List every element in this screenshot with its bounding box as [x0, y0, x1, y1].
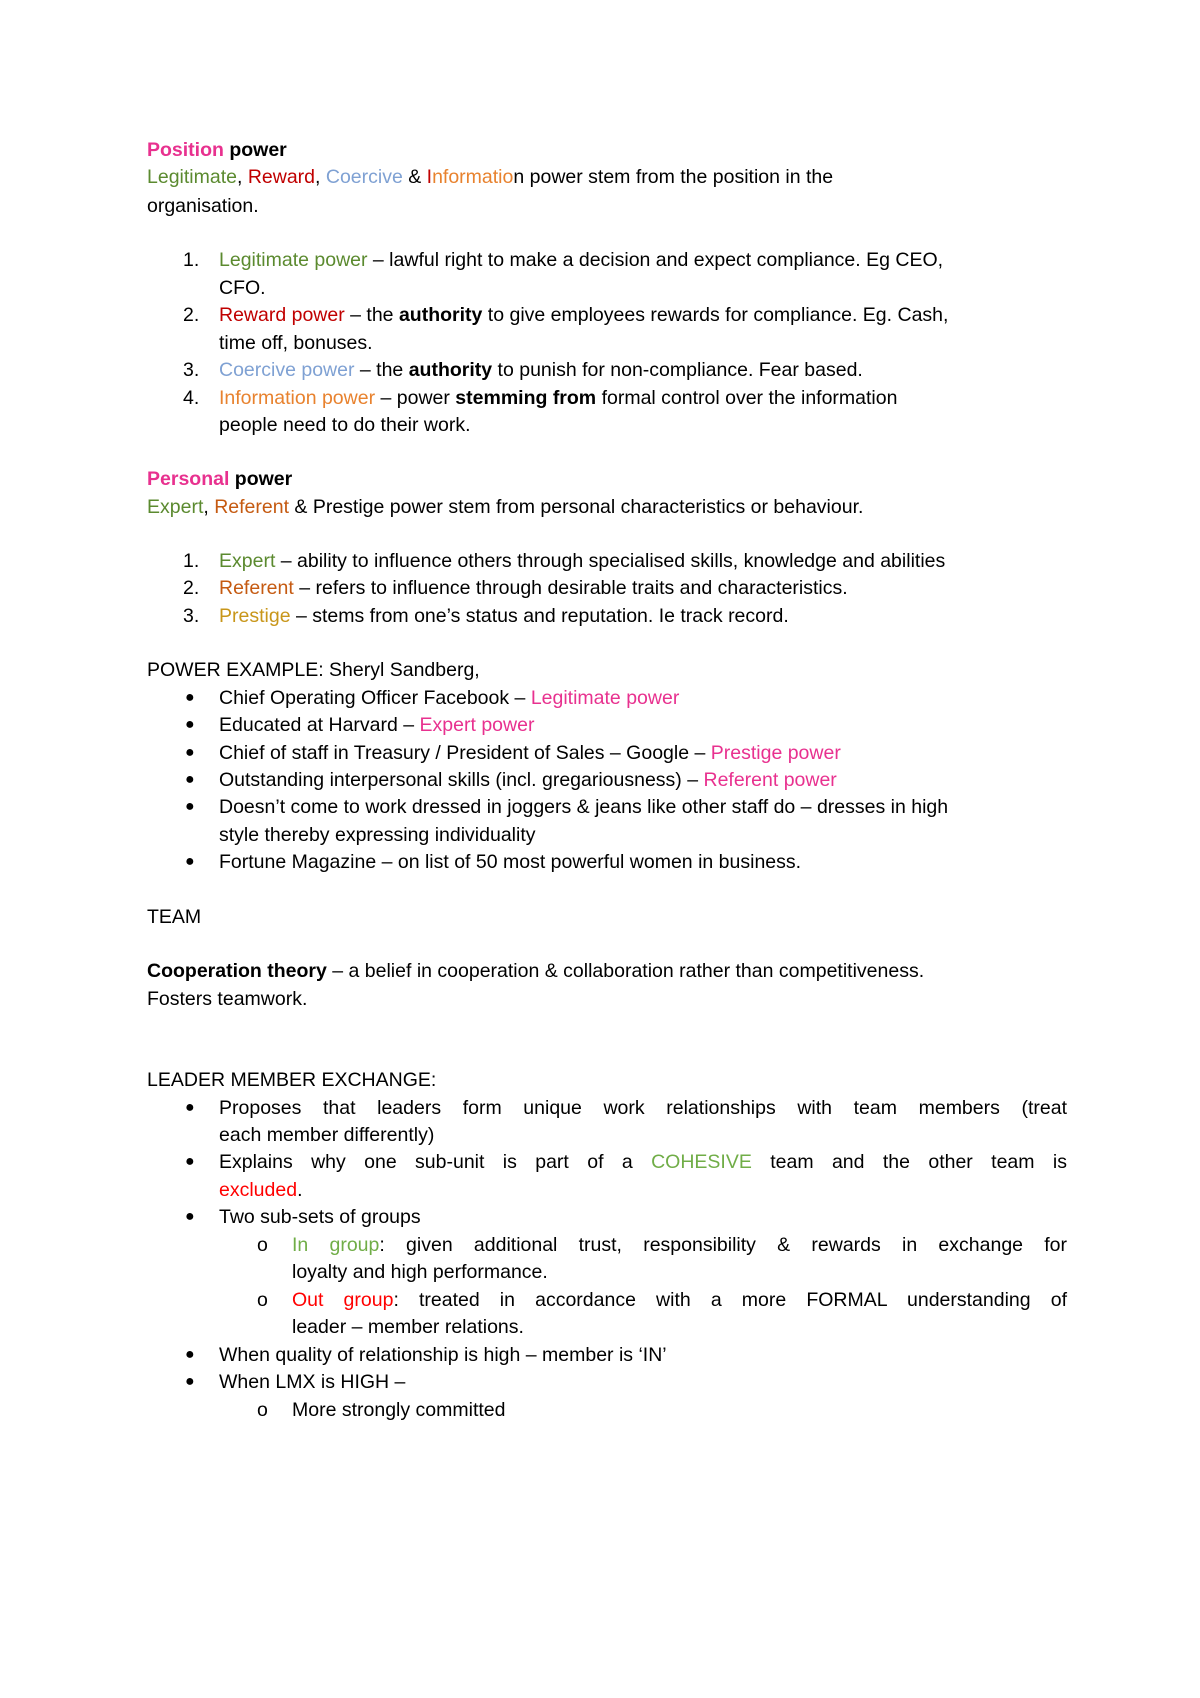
in-group-continuation: loyalty and high performance.: [292, 1261, 548, 1283]
bullet-icon: ●: [185, 1373, 195, 1390]
term: Information power: [219, 387, 376, 409]
heading-keyword: Position: [147, 139, 224, 161]
power-tag: Prestige power: [710, 742, 841, 764]
bold-term: authority: [398, 304, 483, 326]
excluded-term: excluded: [219, 1179, 298, 1201]
sep: ,: [315, 166, 326, 188]
bullet-text-rest: team and the other team is: [751, 1151, 1067, 1173]
term: Prestige: [219, 605, 291, 627]
definition-rest: to give employees rewards for compliance. Eg. Cash,: [482, 304, 949, 326]
list-number: 1.: [183, 249, 200, 271]
in-group-text: : given additional trust, responsibility & rewards in exchange for: [379, 1234, 1068, 1256]
bullet-item: [219, 768, 837, 792]
in-group-term: In group: [292, 1234, 380, 1256]
bullet-text: Chief of staff in Treasury / President of Sales – Google –: [219, 742, 711, 764]
heading-rest: power: [229, 468, 293, 490]
list-item-information: [219, 386, 897, 410]
definition: – power: [375, 387, 456, 409]
list-item-continuation: people need to do their work.: [219, 414, 471, 436]
term: Coercive power: [219, 359, 355, 381]
power-example-heading: POWER EXAMPLE: Sheryl Sandberg,: [147, 659, 480, 681]
position-intro-line2: organisation.: [147, 195, 259, 217]
sep: ,: [203, 496, 215, 518]
list-item-reward: [219, 303, 948, 327]
intro-expert: Expert: [147, 496, 204, 518]
position-intro-line1: [147, 165, 833, 189]
term: Legitimate power: [219, 249, 368, 271]
bullet-icon: ●: [185, 1208, 195, 1225]
personal-intro: [147, 495, 863, 519]
bullet-text: Educated at Harvard –: [219, 714, 420, 736]
sub-bullet-icon: o: [257, 1234, 268, 1256]
lmx-bullet-3: Two sub-sets of groups: [219, 1206, 421, 1228]
lmx-bullet-2-continuation: [219, 1178, 302, 1202]
list-item-prestige: [219, 604, 789, 628]
bullet-icon: ●: [185, 689, 195, 706]
team-heading: TEAM: [147, 906, 202, 928]
bullet-icon: ●: [185, 798, 195, 815]
list-item-legitimate: [219, 248, 943, 272]
bullet-text: Explains why one sub-unit is part of a: [219, 1151, 652, 1173]
list-number: 2.: [183, 304, 200, 326]
definition: – the: [344, 304, 399, 326]
intro-reward: Reward: [247, 166, 316, 188]
bullet-text: Chief Operating Officer Facebook –: [219, 687, 531, 709]
out-group-term: Out group: [292, 1289, 394, 1311]
cooperation-theory: [147, 959, 924, 983]
bullet-icon: ●: [185, 1099, 195, 1116]
period: .: [297, 1179, 303, 1201]
definition: – ability to influence others through specialised skills, knowledge and abilities: [275, 550, 946, 572]
heading-rest: power: [223, 139, 287, 161]
bold-term: stemming from: [455, 387, 597, 409]
bullet-item: [219, 713, 534, 737]
list-number: 4.: [183, 387, 200, 409]
out-group-item: [292, 1288, 1067, 1312]
list-number: 1.: [183, 550, 200, 572]
intro-coercive: Coercive: [325, 166, 403, 188]
definition: – a belief in cooperation & collaboration rather than competitiveness.: [326, 960, 925, 982]
bold-term: Cooperation theory: [147, 960, 327, 982]
bullet-item: [219, 741, 841, 765]
lmx-heading: LEADER MEMBER EXCHANGE:: [147, 1069, 437, 1091]
definition-rest: formal control over the information: [596, 387, 898, 409]
personal-power-heading: [147, 467, 292, 491]
heading-keyword: Personal: [147, 468, 230, 490]
intro-information: nformatio: [432, 166, 514, 188]
bullet-icon: ●: [185, 1346, 195, 1363]
out-group-text: : treated in accordance with a more FORMAL understanding of: [393, 1289, 1067, 1311]
term: Reward power: [219, 304, 345, 326]
position-power-heading: [147, 138, 287, 162]
intro-rest: & Prestige power stem from personal characteristics or behaviour.: [289, 496, 864, 518]
bullet-text: Outstanding interpersonal skills (incl. gregariousness) –: [219, 769, 704, 791]
bullet-icon: ●: [185, 1153, 195, 1170]
out-group-continuation: leader – member relations.: [292, 1316, 524, 1338]
bullet-item: [219, 686, 679, 710]
bold-term: authority: [408, 359, 493, 381]
list-number: 3.: [183, 359, 200, 381]
definition-rest: to punish for non-compliance. Fear based.: [492, 359, 863, 381]
sep: &: [402, 166, 427, 188]
sub-bullet-icon: o: [257, 1289, 268, 1311]
bullet-icon: ●: [185, 716, 195, 733]
definition: – the: [354, 359, 409, 381]
bullet-icon: ●: [185, 853, 195, 870]
power-tag: Legitimate power: [530, 687, 680, 709]
lmx-bullet-1: Proposes that leaders form unique work relationships with team members (treat: [219, 1097, 1067, 1119]
bullet-item: Doesn’t come to work dressed in joggers & jeans like other staff do – dresses in high: [219, 796, 949, 818]
definition: – stems from one’s status and reputation. Ie track record.: [290, 605, 789, 627]
list-item-continuation: CFO.: [219, 277, 266, 299]
power-tag: Expert power: [419, 714, 535, 736]
in-group-item: [292, 1233, 1067, 1257]
bullet-icon: ●: [185, 771, 195, 788]
list-number: 3.: [183, 605, 200, 627]
definition: – lawful right to make a decision and expect compliance. Eg CEO,: [367, 249, 944, 271]
list-item-expert: [219, 549, 945, 573]
sep: ,: [236, 166, 248, 188]
intro-referent: Referent: [214, 496, 289, 518]
lmx-sub-item: More strongly committed: [292, 1399, 506, 1421]
sub-bullet-icon: o: [257, 1399, 268, 1421]
intro-info-i: I: [426, 166, 433, 188]
list-number: 2.: [183, 577, 200, 599]
intro-legitimate: Legitimate: [147, 166, 237, 188]
definition: – refers to influence through desirable traits and characteristics.: [293, 577, 848, 599]
list-item-continuation: time off, bonuses.: [219, 332, 373, 354]
bullet-item: Fortune Magazine – on list of 50 most powerful women in business.: [219, 851, 802, 873]
power-tag: Referent power: [703, 769, 837, 791]
term: Referent: [219, 577, 294, 599]
bullet-icon: ●: [185, 744, 195, 761]
cohesive-term: COHESIVE: [651, 1151, 752, 1173]
lmx-bullet-5: When LMX is HIGH –: [219, 1371, 406, 1393]
list-item-referent: [219, 576, 848, 600]
bullet-continuation: style thereby expressing individuality: [219, 824, 536, 846]
lmx-bullet-4: When quality of relationship is high – member is ‘IN’: [219, 1344, 667, 1366]
lmx-bullet-2: [219, 1150, 1067, 1174]
cooperation-line2: Fosters teamwork.: [147, 988, 308, 1010]
intro-rest: n power stem from the position in the: [513, 166, 834, 188]
term: Expert: [219, 550, 276, 572]
list-item-coercive: [219, 358, 863, 382]
lmx-bullet-1-continuation: each member differently): [219, 1124, 435, 1146]
